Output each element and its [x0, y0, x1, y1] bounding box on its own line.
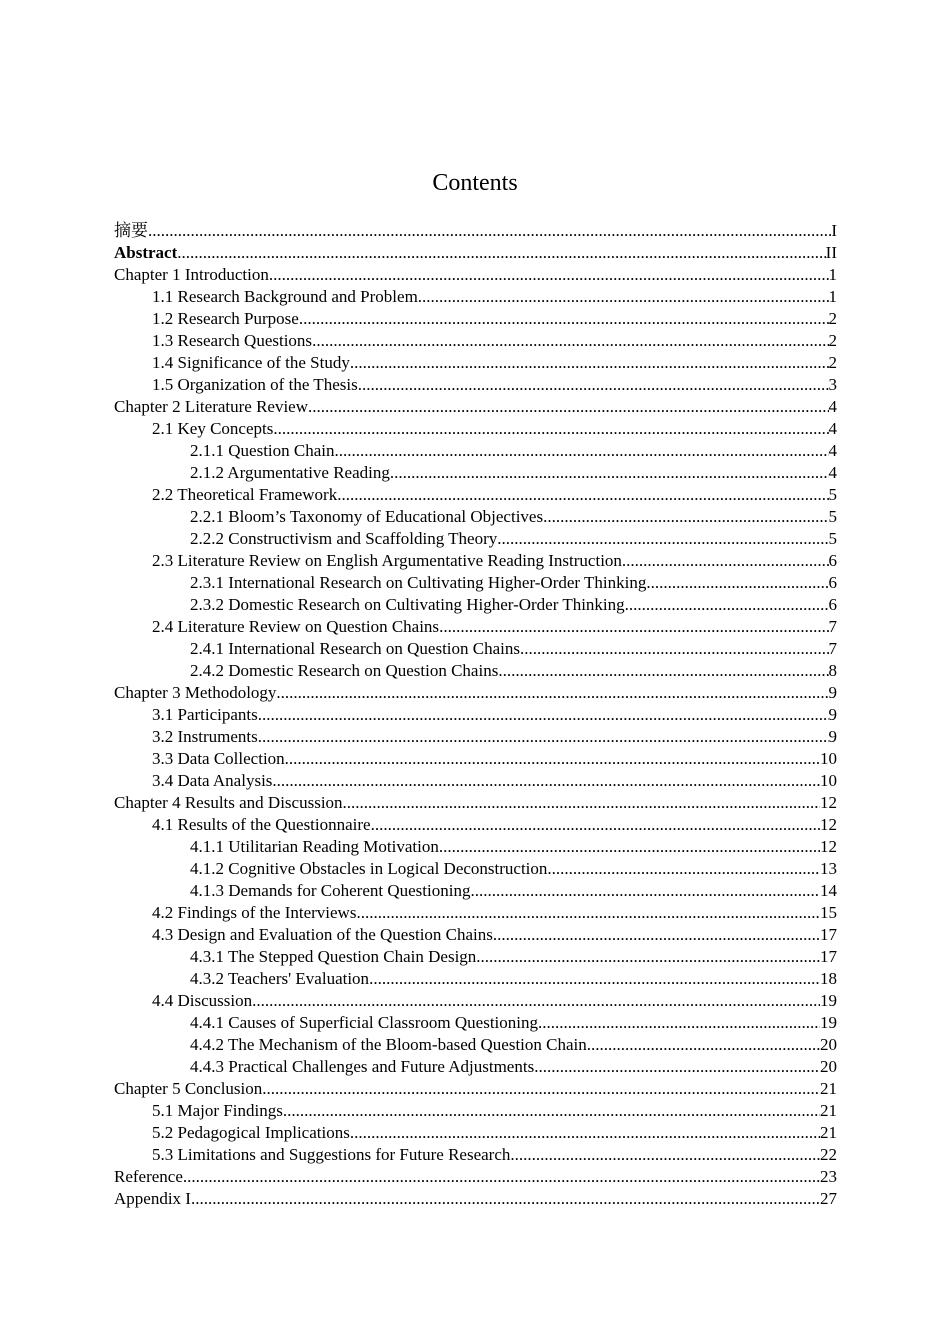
toc-entry[interactable] — [114, 330, 837, 352]
dot-leader — [510, 1144, 820, 1166]
toc-entry-label: 4.3.1 The Stepped Question Chain Design — [190, 947, 477, 966]
toc-entry-label: 1.1 Research Background and Problem — [152, 287, 418, 306]
toc-entry[interactable] — [114, 770, 837, 792]
toc-entry-label: 2.3.1 International Research on Cultivating Higher-Order Thinking — [190, 573, 647, 592]
toc-entry[interactable] — [114, 836, 837, 858]
toc-entry-label: 4.1.2 Cognitive Obstacles in Logical Deconstruction — [190, 859, 548, 878]
toc-entry-label: 4.1 Results of the Questionnaire — [152, 815, 371, 834]
dot-leader — [646, 572, 828, 594]
toc-entry-label: 2.1.2 Argumentative Reading — [190, 463, 390, 482]
toc-entry-page-number: 3 — [828, 375, 837, 394]
toc-entry[interactable] — [114, 528, 837, 550]
dot-leader — [312, 330, 828, 352]
toc-entry-label: Chapter 2 Literature Review — [114, 397, 309, 416]
toc-entry-label: 4.2 Findings of the Interviews — [152, 903, 357, 922]
toc-entry-label: 4.4.1 Causes of Superficial Classroom Questioning — [190, 1013, 538, 1032]
toc-entry-label: 4.4.2 The Mechanism of the Bloom-based Question Chain — [190, 1035, 587, 1054]
toc-entry-label: 2.2 Theoretical Framework — [152, 485, 338, 504]
toc-entry-label: 3.4 Data Analysis — [152, 771, 273, 790]
dot-leader — [350, 352, 829, 374]
dot-leader — [498, 660, 828, 682]
toc-entry-label: 4.4.3 Practical Challenges and Future Adjustments — [190, 1057, 535, 1076]
toc-entry-page-number: II — [825, 243, 837, 262]
toc-entry[interactable] — [114, 946, 837, 968]
toc-entry[interactable] — [114, 638, 837, 660]
toc-entry-label: 1.3 Research Questions — [152, 331, 313, 350]
dot-leader — [520, 638, 828, 660]
toc-entry-label: 2.4.1 International Research on Question Chains — [190, 639, 521, 658]
dot-leader — [538, 1012, 820, 1034]
toc-entry-page-number: 21 — [820, 1079, 837, 1098]
dot-leader — [543, 506, 828, 528]
toc-entry-label: Abstract — [114, 243, 178, 262]
toc-entry-label: 1.4 Significance of the Study — [152, 353, 350, 372]
dot-leader — [439, 616, 828, 638]
toc-entry-label: 2.1 Key Concepts — [152, 419, 274, 438]
toc-entry[interactable] — [114, 418, 837, 440]
toc-entry-page-number: 6 — [828, 595, 837, 614]
toc-entry-page-number: 4 — [828, 463, 837, 482]
toc-entry-label: 4.1.1 Utilitarian Reading Motivation — [190, 837, 439, 856]
toc-entry-page-number: I — [831, 221, 837, 240]
dot-leader — [308, 396, 828, 418]
toc-entry[interactable] — [114, 748, 837, 770]
toc-entry-page-number: 14 — [820, 881, 837, 900]
toc-entry-page-number: 12 — [820, 837, 837, 856]
toc-entry-page-number: 9 — [828, 727, 837, 746]
toc-entry[interactable] — [114, 396, 837, 418]
toc-entry-label: 3.3 Data Collection — [152, 749, 285, 768]
toc-entry-page-number: 15 — [820, 903, 837, 922]
toc-entry[interactable] — [114, 792, 837, 814]
dot-leader — [283, 1100, 820, 1122]
toc-entry-page-number: 2 — [828, 331, 837, 350]
toc-entry-page-number: 5 — [828, 485, 837, 504]
toc-entry-page-number: 18 — [820, 969, 837, 988]
dot-leader — [534, 1056, 820, 1078]
toc-entry-label: 1.2 Research Purpose — [152, 309, 299, 328]
toc-entry-label: 2.4.2 Domestic Research on Question Chains — [190, 661, 499, 680]
toc-entry[interactable] — [114, 550, 837, 572]
dot-leader — [497, 528, 828, 550]
toc-entry-page-number: 27 — [820, 1189, 837, 1208]
toc-entry-page-number: 2 — [828, 309, 837, 328]
toc-entry[interactable] — [114, 880, 837, 902]
dot-leader — [258, 704, 829, 726]
dot-leader — [356, 902, 820, 924]
dot-leader — [470, 880, 820, 902]
toc-entry[interactable] — [114, 968, 837, 990]
dot-leader — [625, 594, 829, 616]
toc-entry[interactable] — [114, 1034, 837, 1056]
toc-entry[interactable] — [114, 616, 837, 638]
toc-entry-label: 5.1 Major Findings — [152, 1101, 283, 1120]
toc-entry-page-number: 22 — [820, 1145, 837, 1164]
toc-entry[interactable] — [114, 594, 837, 616]
toc-entry-page-number: 19 — [820, 1013, 837, 1032]
toc-entry[interactable] — [114, 704, 837, 726]
toc-entry-page-number: 7 — [828, 639, 837, 658]
toc-entry-page-number: 2 — [828, 353, 837, 372]
dot-leader — [493, 924, 820, 946]
toc-entry[interactable] — [114, 572, 837, 594]
dot-leader — [258, 726, 829, 748]
toc-entry-page-number: 17 — [820, 925, 837, 944]
toc-entry-page-number: 20 — [820, 1035, 837, 1054]
toc-entry-page-number: 5 — [828, 507, 837, 526]
toc-entry-label: 4.3 Design and Evaluation of the Question Chains — [152, 925, 493, 944]
toc-entry[interactable] — [114, 484, 837, 506]
dot-leader — [350, 1122, 820, 1144]
toc-entry-label: Chapter 1 Introduction — [114, 265, 269, 284]
toc-entry-label: 3.2 Instruments — [152, 727, 258, 746]
toc-entry[interactable] — [114, 1188, 837, 1210]
toc-entry-page-number: 12 — [820, 815, 837, 834]
toc-entry-page-number: 10 — [820, 749, 837, 768]
toc-entry-page-number: 12 — [820, 793, 837, 812]
dot-leader — [177, 242, 825, 264]
toc-entry-label: 摘要 — [114, 221, 148, 240]
dot-leader — [335, 440, 829, 462]
toc-entry-label: 2.3.2 Domestic Research on Cultivating Higher-Order Thinking — [190, 595, 625, 614]
toc-entry-page-number: 6 — [828, 573, 837, 592]
toc-entry-label: 2.2.2 Constructivism and Scaffolding Theory — [190, 529, 498, 548]
toc-entry-page-number: 6 — [828, 551, 837, 570]
toc-entry[interactable] — [114, 924, 837, 946]
dot-leader — [148, 220, 831, 242]
toc-entry-page-number: 13 — [820, 859, 837, 878]
toc-entry-label: 2.4 Literature Review on Question Chains — [152, 617, 440, 636]
toc-entry[interactable] — [114, 374, 837, 396]
toc-entry[interactable] — [114, 506, 837, 528]
dot-leader — [358, 374, 829, 396]
dot-leader — [418, 286, 829, 308]
page-title: Contents — [432, 170, 518, 196]
toc-entry-label: Reference — [114, 1167, 183, 1186]
dot-leader — [299, 308, 829, 330]
toc-entry-label: 1.5 Organization of the Thesis — [152, 375, 358, 394]
toc-entry-page-number: 19 — [820, 991, 837, 1010]
toc-entry[interactable] — [114, 220, 837, 242]
dot-leader — [622, 550, 829, 572]
toc-entry-page-number: 9 — [828, 705, 837, 724]
toc-entry[interactable] — [114, 1012, 837, 1034]
dot-leader — [337, 484, 828, 506]
dot-leader — [191, 1188, 820, 1210]
toc-entry-page-number: 4 — [828, 397, 837, 416]
dot-leader — [587, 1034, 820, 1056]
toc-entry-label: 5.3 Limitations and Suggestions for Future Research — [152, 1145, 511, 1164]
toc-entry[interactable] — [114, 462, 837, 484]
dot-leader — [262, 1078, 820, 1100]
toc-entry[interactable] — [114, 1144, 837, 1166]
dot-leader — [276, 682, 828, 704]
toc-entry-label: Chapter 3 Methodology — [114, 683, 277, 702]
toc-entry-page-number: 4 — [828, 441, 837, 460]
toc-entry-page-number: 1 — [828, 265, 837, 284]
toc-entry[interactable] — [114, 726, 837, 748]
dot-leader — [269, 264, 829, 286]
toc-entry[interactable] — [114, 814, 837, 836]
toc-entry[interactable] — [114, 1122, 837, 1144]
dot-leader — [390, 462, 829, 484]
toc-entry[interactable] — [114, 242, 837, 264]
dot-leader — [476, 946, 820, 968]
toc-entry[interactable] — [114, 682, 837, 704]
toc-entry[interactable] — [114, 1056, 837, 1078]
toc-entry-label: 3.1 Participants — [152, 705, 258, 724]
dot-leader — [369, 968, 820, 990]
toc-entry[interactable] — [114, 352, 837, 374]
toc-entry[interactable] — [114, 1078, 837, 1100]
toc-entry-page-number: 17 — [820, 947, 837, 966]
toc-entry-label: 4.1.3 Demands for Coherent Questioning — [190, 881, 471, 900]
toc-entry[interactable] — [114, 660, 837, 682]
toc-entry[interactable] — [114, 308, 837, 330]
toc-entry-label: Appendix I — [114, 1189, 191, 1208]
dot-leader — [547, 858, 820, 880]
toc-entry-page-number: 21 — [820, 1123, 837, 1142]
toc-entry-page-number: 20 — [820, 1057, 837, 1076]
toc-entry-label: 4.4 Discussion — [152, 991, 253, 1010]
dot-leader — [183, 1166, 820, 1188]
toc-entry[interactable] — [114, 1166, 837, 1188]
toc-entry-page-number: 9 — [828, 683, 837, 702]
toc-entry[interactable] — [114, 858, 837, 880]
toc-entry-label: 4.3.2 Teachers' Evaluation — [190, 969, 370, 988]
dot-leader — [343, 792, 820, 814]
toc-entry-page-number: 5 — [828, 529, 837, 548]
toc-entry-page-number: 8 — [828, 661, 837, 680]
toc-entry[interactable] — [114, 990, 837, 1012]
dot-leader — [285, 748, 820, 770]
toc-entry-label: 2.2.1 Bloom’s Taxonomy of Educational Objectives — [190, 507, 544, 526]
toc-entry[interactable] — [114, 264, 837, 286]
toc-entry-label: 2.1.1 Question Chain — [190, 441, 335, 460]
toc-entry-page-number: 1 — [828, 287, 837, 306]
dot-leader — [252, 990, 820, 1012]
toc-entry[interactable] — [114, 1100, 837, 1122]
dot-leader — [272, 770, 820, 792]
dot-leader — [273, 418, 828, 440]
toc-entry-page-number: 21 — [820, 1101, 837, 1120]
toc-entry-page-number: 4 — [828, 419, 837, 438]
toc-entry[interactable] — [114, 902, 837, 924]
toc-entry-page-number: 23 — [820, 1167, 837, 1186]
toc-entry-page-number: 7 — [828, 617, 837, 636]
table-of-contents — [114, 220, 837, 1210]
toc-entry-label: 5.2 Pedagogical Implications — [152, 1123, 350, 1142]
dot-leader — [439, 836, 820, 858]
toc-entry-label: Chapter 5 Conclusion — [114, 1079, 263, 1098]
toc-entry-page-number: 10 — [820, 771, 837, 790]
toc-entry[interactable] — [114, 440, 837, 462]
toc-entry[interactable] — [114, 286, 837, 308]
toc-entry-label: 2.3 Literature Review on English Argumentative Reading Instruction — [152, 551, 622, 570]
toc-entry-label: Chapter 4 Results and Discussion — [114, 793, 343, 812]
dot-leader — [371, 814, 820, 836]
